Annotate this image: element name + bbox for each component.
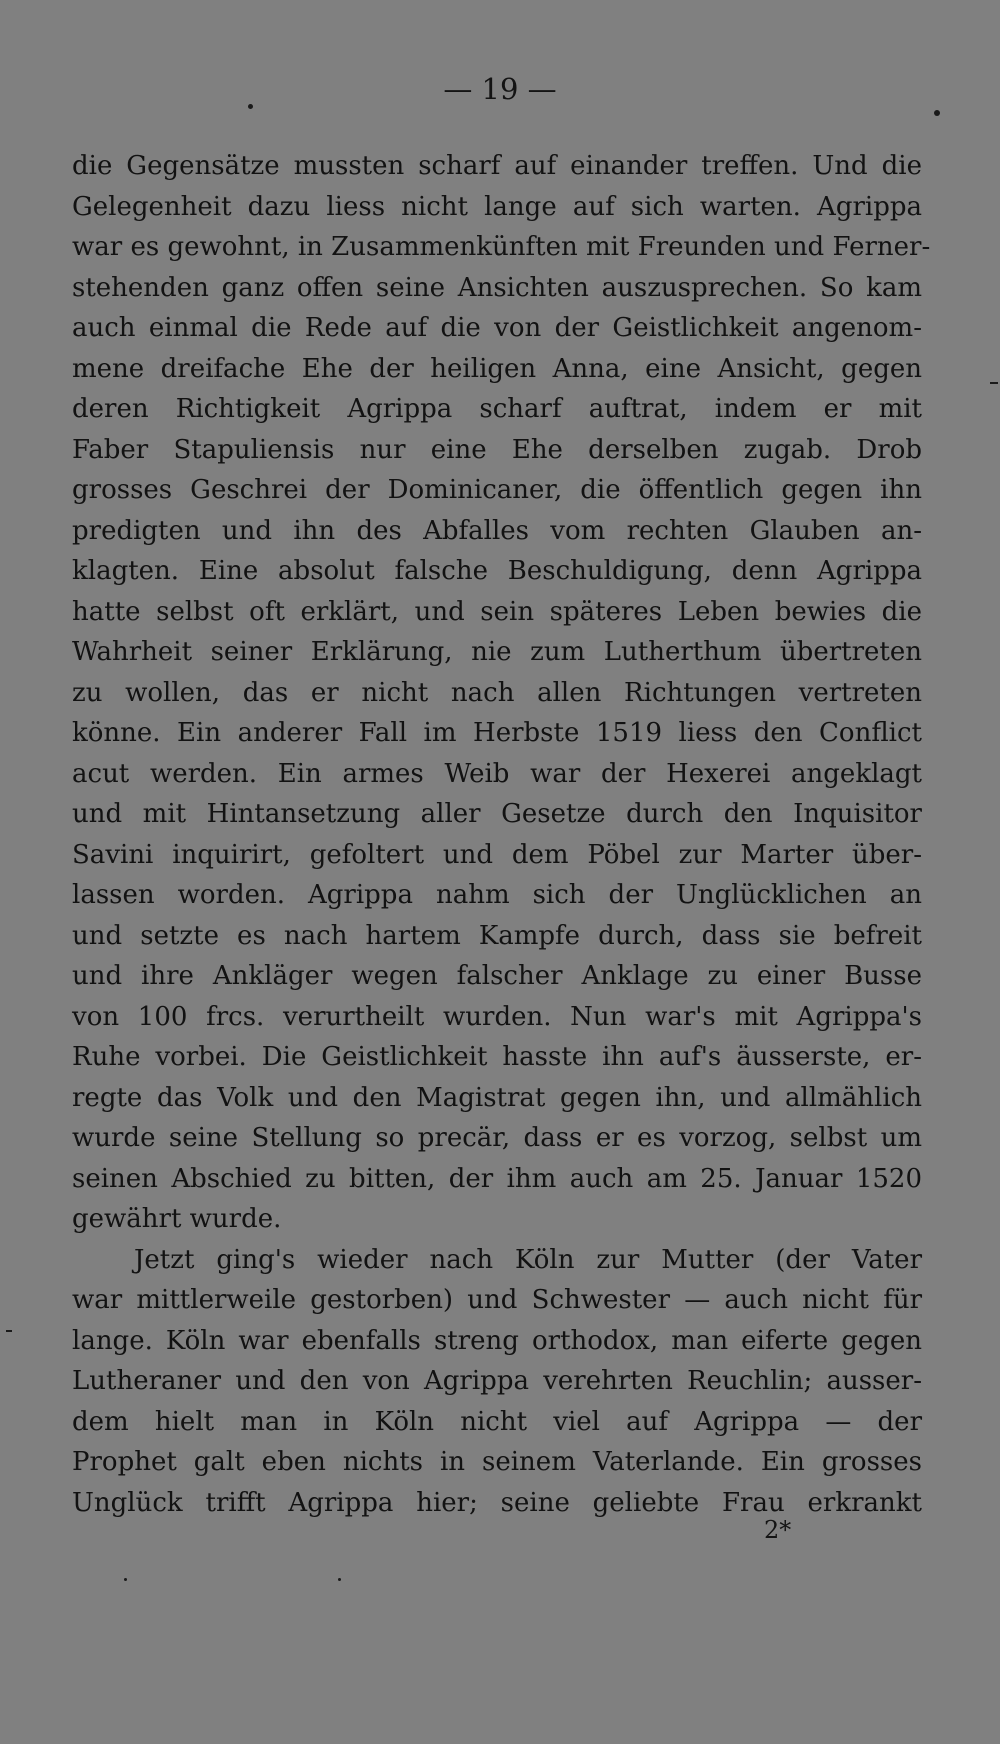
text-line: Faber Stapuliensis nur eine Ehe derselben zugab. Drob <box>72 434 922 465</box>
text-line: könne. Ein anderer Fall im Herbste 1519 liess den Conflict <box>72 718 922 748</box>
scan-speck <box>124 1578 127 1581</box>
scan-speck <box>248 104 253 109</box>
text-line: grosses Geschrei der Dominicaner, die öffentlich gegen ihn <box>72 475 922 505</box>
text-line: war es gewohnt, in Zusammenkünften mit Freunden und Ferner- <box>72 232 931 262</box>
text-line: seinen Abschied zu bitten, der ihm auch am 25. Januar 1520 <box>72 1163 922 1194</box>
text-line: Prophet galt eben nichts in seinem Vaterlande. Ein grosses <box>72 1447 922 1477</box>
text-line: wurde seine Stellung so precär, dass er es vorzog, selbst um <box>72 1123 922 1153</box>
scan-speck <box>338 1578 341 1581</box>
text-line: von 100 frcs. verurtheilt wurden. Nun war's mit Agrippa's <box>72 1001 922 1032</box>
text-line: predigten und ihn des Abfalles vom rechten Glauben an- <box>72 515 922 546</box>
text-line: Savini inquirirt, gefoltert und dem Pöbel zur Marter über- <box>72 839 922 870</box>
text-line: war mittlerweile gestorben) und Schwester — auch nicht für <box>72 1285 922 1315</box>
signature-mark: 2* <box>764 1516 792 1544</box>
page-number: — 19 — <box>443 72 557 106</box>
text-line: und setzte es nach hartem Kampfe durch, dass sie befreit <box>72 920 922 951</box>
paragraph-start-line: Jetzt ging's wieder nach Köln zur Mutter (der Vater <box>134 1244 922 1275</box>
text-line: hatte selbst oft erklärt, und sein späteres Leben bewies die <box>72 596 922 627</box>
text-line: deren Richtigkeit Agrippa scharf auftrat, indem er mit <box>72 394 922 424</box>
text-line: Lutheraner und den von Agrippa verehrten Reuchlin; ausser- <box>72 1366 922 1396</box>
paragraph-end-line: gewährt wurde. <box>72 1204 282 1234</box>
text-line: Wahrheit seiner Erklärung, nie zum Lutherthum übertreten <box>72 637 922 667</box>
text-line: klagten. Eine absolut falsche Beschuldigung, denn Agrippa <box>72 556 922 586</box>
text-line: Unglück trifft Agrippa hier; seine geliebte Frau erkrankt <box>72 1487 922 1518</box>
text-line: auch einmal die Rede auf die von der Geistlichkeit angenom- <box>72 313 922 343</box>
scan-speck <box>990 382 998 384</box>
text-line: die Gegensätze mussten scharf auf einander treffen. Und die <box>72 151 922 181</box>
text-line: dem hielt man in Köln nicht viel auf Agrippa — der <box>72 1406 922 1437</box>
text-line: und mit Hintansetzung aller Gesetze durch den Inquisitor <box>72 799 922 829</box>
text-line: und ihre Ankläger wegen falscher Anklage zu einer Busse <box>72 961 922 991</box>
text-line: zu wollen, das er nicht nach allen Richtungen vertreten <box>72 677 922 708</box>
text-line: regte das Volk und den Magistrat gegen ihn, und allmählich <box>72 1082 922 1113</box>
text-line: Gelegenheit dazu liess nicht lange auf sich warten. Agrippa <box>72 191 922 222</box>
scan-speck <box>6 1330 12 1332</box>
text-line: lassen worden. Agrippa nahm sich der Unglücklichen an <box>72 880 922 910</box>
scan-speck <box>934 110 940 116</box>
text-line: mene dreifache Ehe der heiligen Anna, eine Ansicht, gegen <box>72 353 922 384</box>
body-text <box>72 146 931 1523</box>
text-line: acut werden. Ein armes Weib war der Hexerei angeklagt <box>72 758 922 789</box>
text-line: Ruhe vorbei. Die Geistlichkeit hasste ihn auf's äusserste, er- <box>72 1042 922 1072</box>
text-line: lange. Köln war ebenfalls streng orthodox, man eiferte gegen <box>72 1325 922 1356</box>
text-line: stehenden ganz offen seine Ansichten auszusprechen. So kam <box>72 272 922 303</box>
